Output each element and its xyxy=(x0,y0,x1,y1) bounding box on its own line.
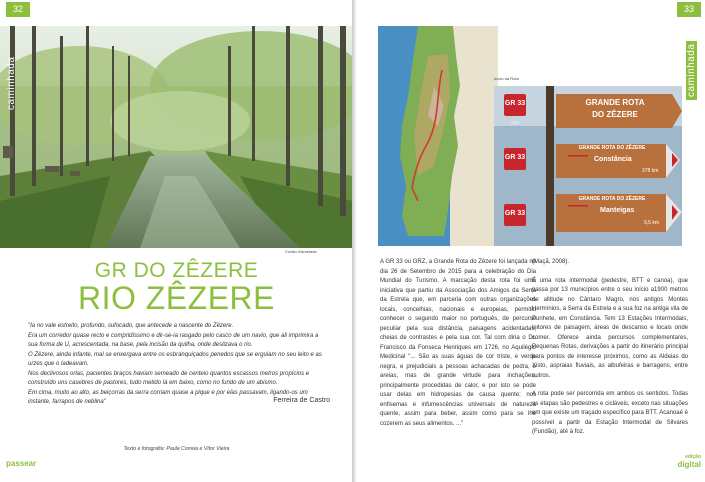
sign-1-line1: GRANDE ROTA xyxy=(585,98,645,107)
article-paragraph: A GR 33 ou GRZ, a Grande Rota do Zêzere foi lançada no dia 26 de Setembro de 2015 para a celebração do Dia Mundial do Turismo. A marcação desta rota foi uma iniciativa que partiu da Associação dos Amigos da Serra da Estrela que, em parceria com outras organizações locais, concelhias, nacionais e europeias, permitiu conhecer o segundo maior no português, de percurso peculiar pela sua distância, paisagens acidentadas, cheias de contrastes e pela sua cor. Tal com diria o Dr. Francisco da Fonseca Henriques em 1726, no Aquilégio Medicinal "... São as suas águas de cor triste, e verde negra, e prejudiciais a pessoas achacadas de pedra, e areias, mas de grande virtude para inchações, principalmente procedidas de calor, e por isto se pode usar delas em hidropesias de causa quente; nos enfisemas e infumescências universais de natureza quente, assim para beber, assim como para se lhe cozerem as seus alimentos. ..." xyxy=(380,259,536,427)
section-label: caminhada xyxy=(6,56,17,110)
sign-3-distance: 9,5 km xyxy=(644,220,660,226)
quote-paragraph: Nos declivosos orlas, pacientes braços haviam semeado de centeio quantos escassos metros propícios e construído uns casebres de pastores, tudo metido lá em baixo, como no fundo de um abismo. xyxy=(28,370,310,386)
river-photo xyxy=(0,26,353,248)
footer-brand: passear xyxy=(6,459,37,468)
quote-block xyxy=(28,322,328,408)
footer-edition xyxy=(677,453,701,469)
footer-edition-label: edição xyxy=(685,454,701,460)
article-column-2 xyxy=(532,258,688,447)
sign-badge: GR 33 xyxy=(504,210,526,217)
section-label: caminhada xyxy=(686,41,697,100)
sign-badge-small: GRZ xyxy=(510,120,520,125)
sign-1-line2: DO ZÊZERE xyxy=(592,110,638,119)
quote-paragraph: "Ia no vale estreito, profundo, sufocado, que antecede a nascente do Zêzere. xyxy=(28,323,234,329)
title-line1: GR DO ZÊZERE xyxy=(94,259,259,282)
sign-3-title: GRANDE ROTA DO ZÊZERE xyxy=(578,196,646,202)
sign-2-distance: 378 km xyxy=(642,168,659,174)
sign-2-place: Constância xyxy=(594,156,632,163)
footer-digital-label: digital xyxy=(677,460,701,469)
page-number: 33 xyxy=(677,2,701,17)
photo-caption: Covão d'Ametade xyxy=(285,249,317,254)
sign-badge: GR 33 xyxy=(504,154,526,161)
title-line2: RIO ZÊZERE xyxy=(77,280,275,316)
sign-3-place: Manteigas xyxy=(600,207,635,214)
article-paragraph: (Maçã, 2008). xyxy=(532,259,570,265)
article-paragraph: A rota pode ser percorrida em ambos os sentidos. Todas as etapas são pedestres e cicláveis, exceto nas situações em que existe um traçado específico para BTT. Acanoaé é possível a partir da Estação Intermodal de Silvares (Fundão), até à foz. xyxy=(532,391,688,435)
article-column-1 xyxy=(380,258,536,438)
portugal-map xyxy=(378,26,498,246)
photo-credits: Texto e fotografia: Paula Correia e Vítor Vieira xyxy=(123,446,230,452)
portugal-map-image xyxy=(378,26,498,246)
quote-paragraph: O Zêzere, ainda infante, mal se enxergava entre os esbranquiçados penedos que se erguiam no seu leito e as urzes que o ladeavam. xyxy=(28,351,322,367)
map-caption: Início da Rota xyxy=(494,76,519,81)
quote-paragraph: Era um corredor quase recto e compridíssimo e dir-se-ia rasgado pelo casco de um navio, que ali imprimira a sua forma de U, acrescentada, na base, pela incisão da quilha, onde deslizava o rio. xyxy=(28,332,319,348)
right-page xyxy=(356,0,705,482)
quote-paragraph: Em cima, muito ao alto, as beiçorras da serra corriam quase a pique e por elas passavam, ligando-os um instante, farrapos de neblina" xyxy=(28,389,308,405)
page-number: 32 xyxy=(6,2,30,17)
sign-badge: GR 33 xyxy=(504,100,526,107)
trail-signs-photo xyxy=(494,86,682,246)
article-paragraph: É uma rota intermodal (pedestre, BTT e canoa), que passa por 13 municípios entre o seu início a1900 metros de altitude no Cântaro Magro, nos antigos Montes Hermínios, a Serra da Estrela e a sua foz na antiga vila de Punhete, em Constância. Tem 13 Estações Intermodais, leitores de paisagem, áreas de descanso e locais onde comer. Oferece ainda percursos complementares, Pequenas Rotas, derivações a partir do itinerário principal para pontos de interesse próximos, como as Aldeias do Xisto, aspraias fluviais, as albufeiras e barragens, entre outros. xyxy=(532,277,688,379)
sign-2-title: GRANDE ROTA DO ZÊZERE xyxy=(578,145,646,151)
river-photo-image xyxy=(0,26,353,248)
quote-author: Ferreira de Castro xyxy=(273,397,330,404)
